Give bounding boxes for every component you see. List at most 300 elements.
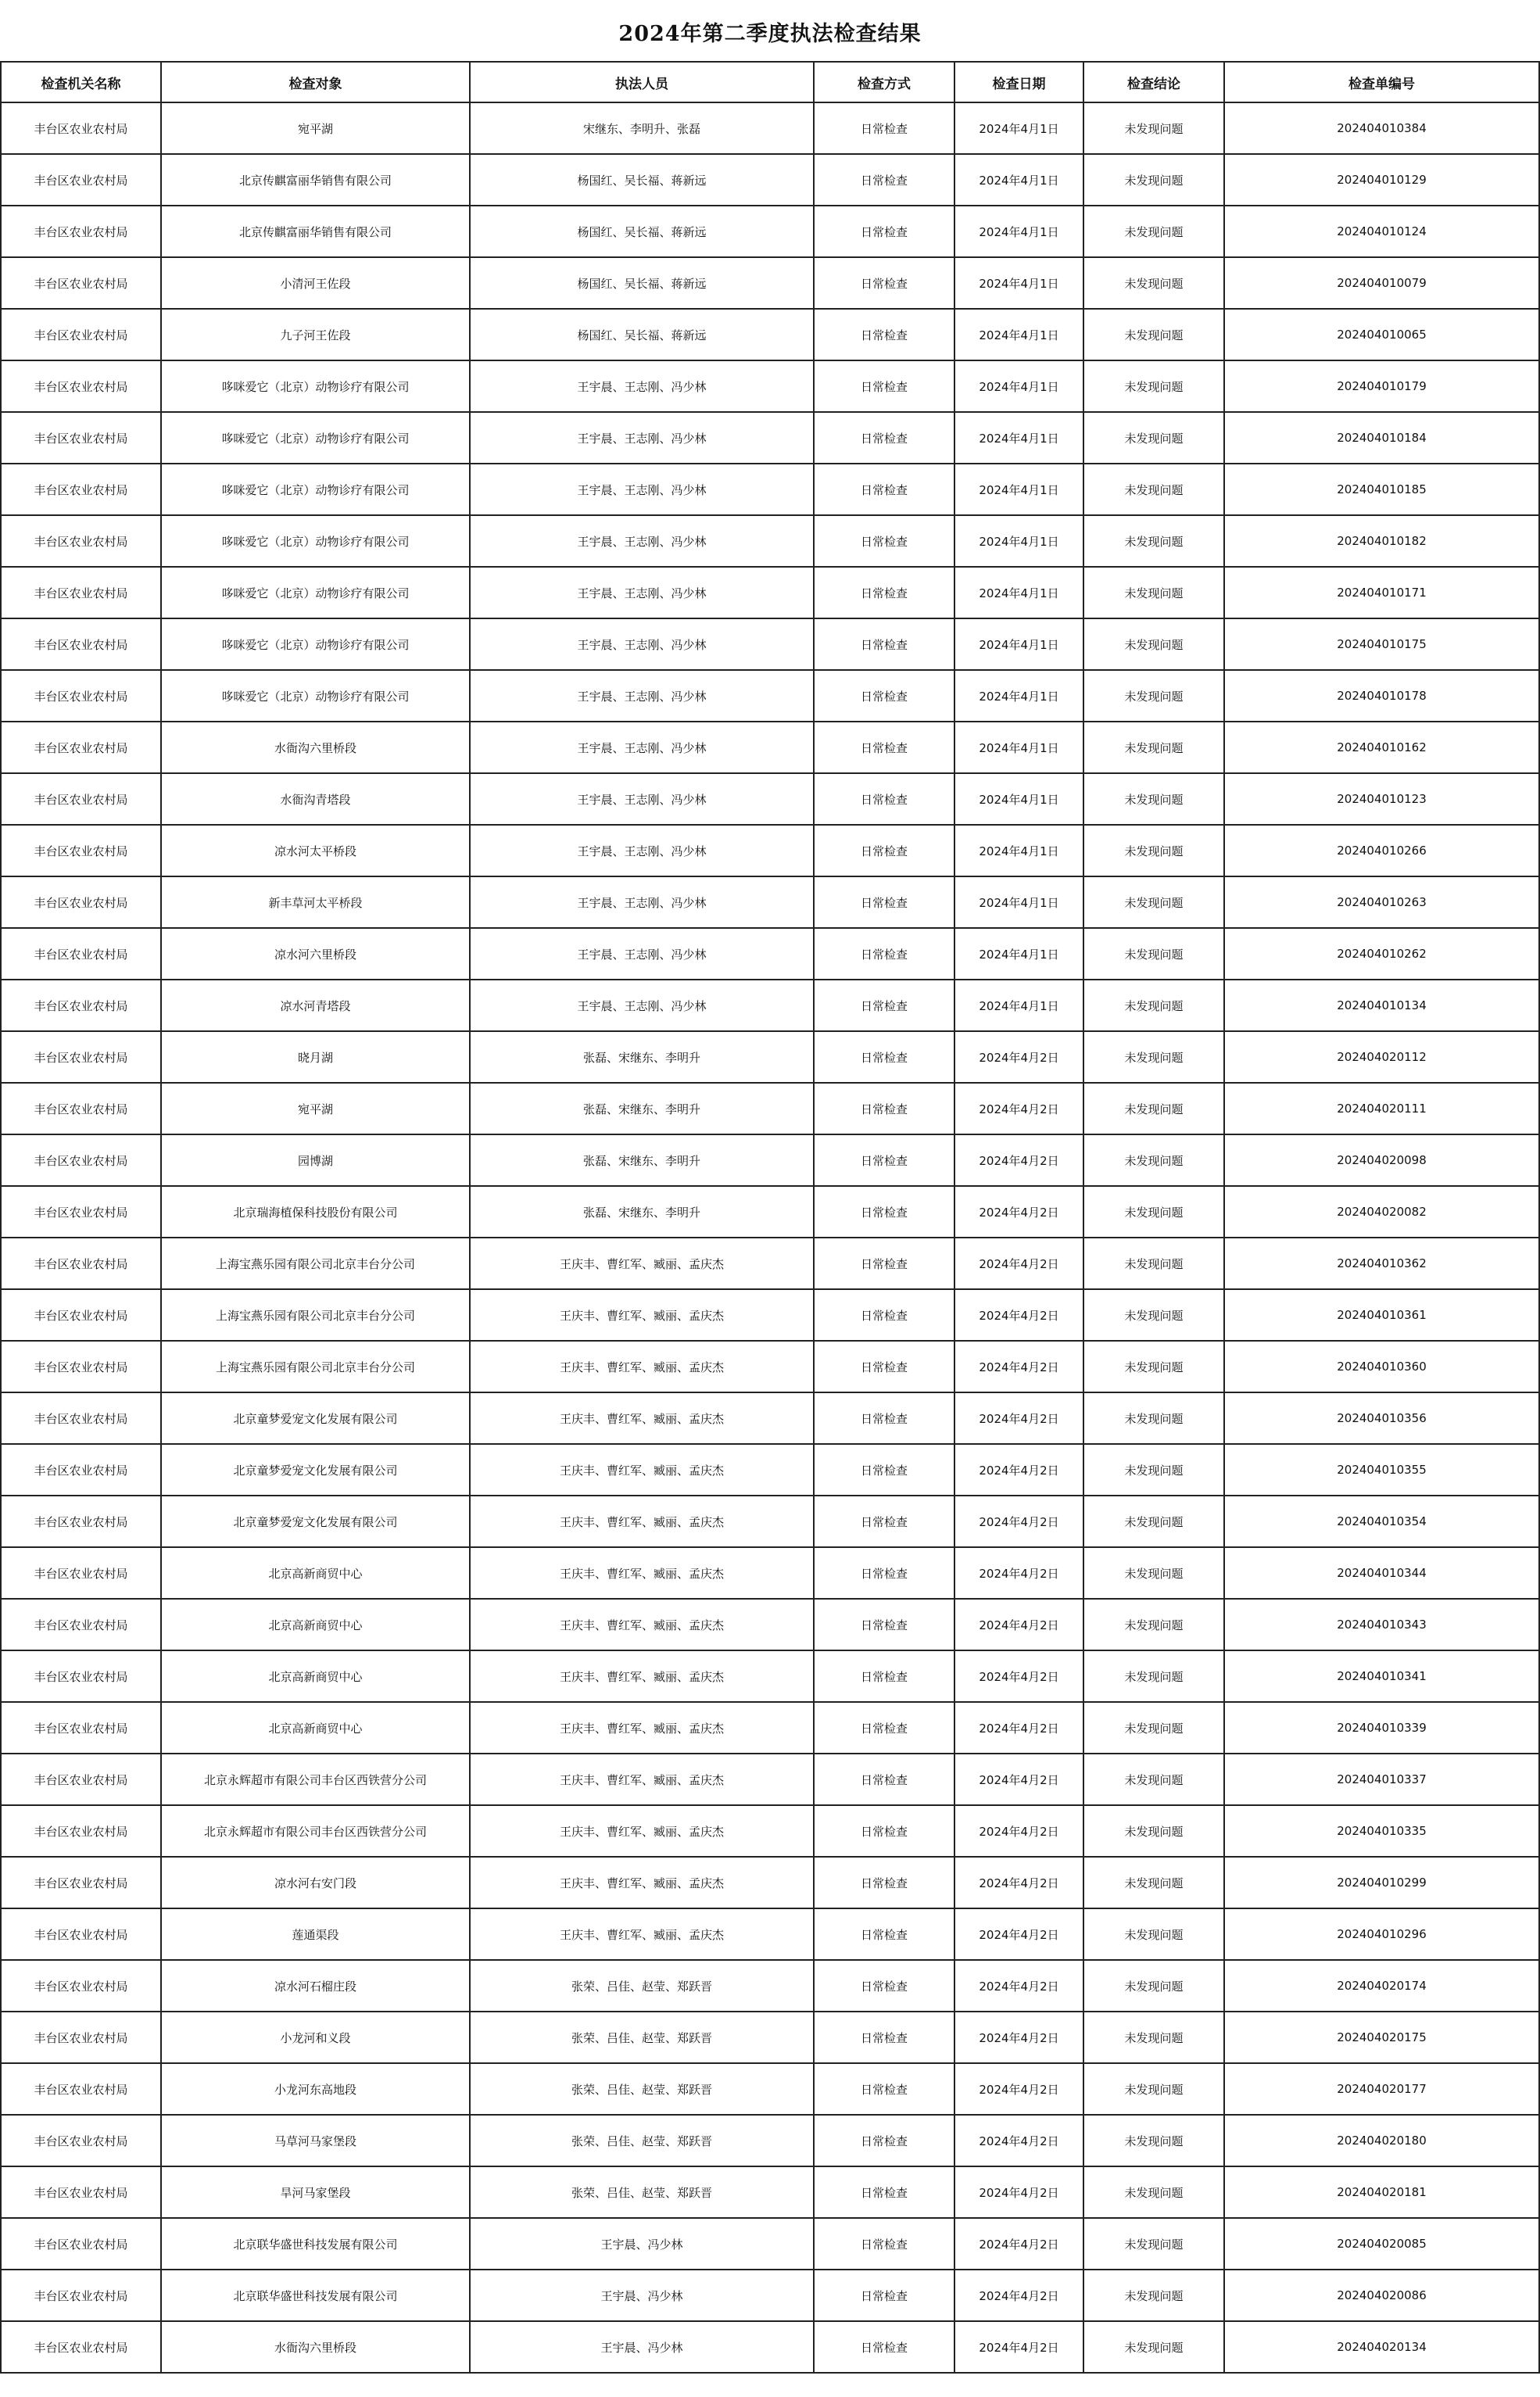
conclusion-cell: 未发现问题 bbox=[1083, 2012, 1224, 2063]
target-cell: 北京高新商贸中心 bbox=[161, 1599, 470, 1650]
date-cell: 2024年4月1日 bbox=[954, 102, 1083, 154]
method-cell: 日常检查 bbox=[814, 2012, 954, 2063]
form-number-cell: 202404020181 bbox=[1224, 2166, 1539, 2218]
conclusion-cell: 未发现问题 bbox=[1083, 1134, 1224, 1186]
agency-cell: 丰台区农业农村局 bbox=[1, 722, 161, 773]
table-row bbox=[1, 102, 1539, 154]
form-number-cell: 202404010162 bbox=[1224, 722, 1539, 773]
date-cell: 2024年4月2日 bbox=[954, 2166, 1083, 2218]
form-number-cell: 202404010361 bbox=[1224, 1289, 1539, 1341]
table-row bbox=[1, 1857, 1539, 1908]
table-row bbox=[1, 618, 1539, 670]
form-number-cell: 202404010065 bbox=[1224, 309, 1539, 360]
agency-cell: 丰台区农业农村局 bbox=[1, 1289, 161, 1341]
conclusion-cell: 未发现问题 bbox=[1083, 154, 1224, 206]
officers-cell: 张磊、宋继东、李明升 bbox=[470, 1134, 814, 1186]
target-cell: 宛平湖 bbox=[161, 1083, 470, 1134]
conclusion-cell: 未发现问题 bbox=[1083, 1186, 1224, 1238]
conclusion-cell: 未发现问题 bbox=[1083, 102, 1224, 154]
conclusion-cell: 未发现问题 bbox=[1083, 360, 1224, 412]
table-row bbox=[1, 2115, 1539, 2166]
conclusion-cell: 未发现问题 bbox=[1083, 206, 1224, 257]
table-row bbox=[1, 773, 1539, 825]
form-number-cell: 202404010343 bbox=[1224, 1599, 1539, 1650]
table-row bbox=[1, 1444, 1539, 1496]
officers-cell: 张荣、吕佳、赵莹、郑跃晋 bbox=[470, 1960, 814, 2012]
method-cell: 日常检查 bbox=[814, 618, 954, 670]
agency-cell: 丰台区农业农村局 bbox=[1, 102, 161, 154]
target-cell: 北京联华盛世科技发展有限公司 bbox=[161, 2218, 470, 2270]
agency-cell: 丰台区农业农村局 bbox=[1, 1186, 161, 1238]
form-number-cell: 202404010341 bbox=[1224, 1650, 1539, 1702]
target-cell: 水衙沟六里桥段 bbox=[161, 722, 470, 773]
agency-cell: 丰台区农业农村局 bbox=[1, 1805, 161, 1857]
agency-cell: 丰台区农业农村局 bbox=[1, 1341, 161, 1392]
date-cell: 2024年4月1日 bbox=[954, 515, 1083, 567]
form-number-cell: 202404010079 bbox=[1224, 257, 1539, 309]
target-cell: 哆咪爱它（北京）动物诊疗有限公司 bbox=[161, 464, 470, 515]
target-cell: 晓月湖 bbox=[161, 1031, 470, 1083]
method-cell: 日常检查 bbox=[814, 1960, 954, 2012]
target-cell: 上海宝燕乐园有限公司北京丰台分公司 bbox=[161, 1341, 470, 1392]
column-header-target: 检查对象 bbox=[161, 62, 470, 102]
date-cell: 2024年4月2日 bbox=[954, 1289, 1083, 1341]
method-cell: 日常检查 bbox=[814, 2063, 954, 2115]
method-cell: 日常检查 bbox=[814, 1599, 954, 1650]
target-cell: 新丰草河太平桥段 bbox=[161, 876, 470, 928]
form-number-cell: 202404020111 bbox=[1224, 1083, 1539, 1134]
officers-cell: 王宇晨、冯少林 bbox=[470, 2218, 814, 2270]
method-cell: 日常检查 bbox=[814, 2218, 954, 2270]
officers-cell: 王庆丰、曹红军、臧丽、孟庆杰 bbox=[470, 1599, 814, 1650]
date-cell: 2024年4月1日 bbox=[954, 206, 1083, 257]
officers-cell: 张荣、吕佳、赵莹、郑跃晋 bbox=[470, 2012, 814, 2063]
target-cell: 哆咪爱它（北京）动物诊疗有限公司 bbox=[161, 567, 470, 618]
date-cell: 2024年4月1日 bbox=[954, 928, 1083, 980]
officers-cell: 杨国红、吴长福、蒋新远 bbox=[470, 206, 814, 257]
form-number-cell: 202404020085 bbox=[1224, 2218, 1539, 2270]
method-cell: 日常检查 bbox=[814, 1392, 954, 1444]
agency-cell: 丰台区农业农村局 bbox=[1, 1134, 161, 1186]
officers-cell: 张磊、宋继东、李明升 bbox=[470, 1186, 814, 1238]
target-cell: 水衙沟六里桥段 bbox=[161, 2321, 470, 2373]
target-cell: 旱河马家堡段 bbox=[161, 2166, 470, 2218]
conclusion-cell: 未发现问题 bbox=[1083, 825, 1224, 876]
target-cell: 北京永辉超市有限公司丰台区西铁营分公司 bbox=[161, 1805, 470, 1857]
form-number-cell: 202404010355 bbox=[1224, 1444, 1539, 1496]
date-cell: 2024年4月2日 bbox=[954, 1805, 1083, 1857]
date-cell: 2024年4月1日 bbox=[954, 464, 1083, 515]
table-row bbox=[1, 1702, 1539, 1754]
form-number-cell: 202404010179 bbox=[1224, 360, 1539, 412]
date-cell: 2024年4月2日 bbox=[954, 1496, 1083, 1547]
method-cell: 日常检查 bbox=[814, 1857, 954, 1908]
table-row bbox=[1, 1960, 1539, 2012]
table-row bbox=[1, 2321, 1539, 2373]
agency-cell: 丰台区农业农村局 bbox=[1, 567, 161, 618]
method-cell: 日常检查 bbox=[814, 1134, 954, 1186]
date-cell: 2024年4月2日 bbox=[954, 1960, 1083, 2012]
officers-cell: 王庆丰、曹红军、臧丽、孟庆杰 bbox=[470, 1857, 814, 1908]
method-cell: 日常检查 bbox=[814, 980, 954, 1031]
method-cell: 日常检查 bbox=[814, 154, 954, 206]
officers-cell: 王庆丰、曹红军、臧丽、孟庆杰 bbox=[470, 1444, 814, 1496]
form-number-cell: 202404010123 bbox=[1224, 773, 1539, 825]
form-number-cell: 202404010362 bbox=[1224, 1238, 1539, 1289]
form-number-cell: 202404020134 bbox=[1224, 2321, 1539, 2373]
form-number-cell: 202404010124 bbox=[1224, 206, 1539, 257]
page-title: 2024年第二季度执法检查结果 bbox=[618, 21, 922, 46]
form-number-cell: 202404010337 bbox=[1224, 1754, 1539, 1805]
conclusion-cell: 未发现问题 bbox=[1083, 618, 1224, 670]
agency-cell: 丰台区农业农村局 bbox=[1, 980, 161, 1031]
officers-cell: 张荣、吕佳、赵莹、郑跃晋 bbox=[470, 2063, 814, 2115]
method-cell: 日常检查 bbox=[814, 2321, 954, 2373]
target-cell: 哆咪爱它（北京）动物诊疗有限公司 bbox=[161, 618, 470, 670]
method-cell: 日常检查 bbox=[814, 1496, 954, 1547]
table-body bbox=[1, 102, 1539, 2373]
target-cell: 北京童梦爱宠文化发展有限公司 bbox=[161, 1496, 470, 1547]
target-cell: 北京高新商贸中心 bbox=[161, 1702, 470, 1754]
date-cell: 2024年4月2日 bbox=[954, 1083, 1083, 1134]
officers-cell: 王庆丰、曹红军、臧丽、孟庆杰 bbox=[470, 1289, 814, 1341]
form-number-cell: 202404010178 bbox=[1224, 670, 1539, 722]
method-cell: 日常检查 bbox=[814, 722, 954, 773]
officers-cell: 宋继东、李明升、张磊 bbox=[470, 102, 814, 154]
agency-cell: 丰台区农业农村局 bbox=[1, 412, 161, 464]
target-cell: 北京童梦爱宠文化发展有限公司 bbox=[161, 1392, 470, 1444]
table-row bbox=[1, 1496, 1539, 1547]
agency-cell: 丰台区农业农村局 bbox=[1, 773, 161, 825]
inspection-results-table bbox=[0, 61, 1540, 2374]
table-row bbox=[1, 206, 1539, 257]
target-cell: 北京传麒富丽华销售有限公司 bbox=[161, 206, 470, 257]
target-cell: 九子河王佐段 bbox=[161, 309, 470, 360]
agency-cell: 丰台区农业农村局 bbox=[1, 154, 161, 206]
officers-cell: 王庆丰、曹红军、臧丽、孟庆杰 bbox=[470, 1496, 814, 1547]
method-cell: 日常检查 bbox=[814, 928, 954, 980]
method-cell: 日常检查 bbox=[814, 2166, 954, 2218]
agency-cell: 丰台区农业农村局 bbox=[1, 1547, 161, 1599]
target-cell: 莲通渠段 bbox=[161, 1908, 470, 1960]
agency-cell: 丰台区农业农村局 bbox=[1, 2218, 161, 2270]
column-header-agency: 检查机关名称 bbox=[1, 62, 161, 102]
agency-cell: 丰台区农业农村局 bbox=[1, 1650, 161, 1702]
conclusion-cell: 未发现问题 bbox=[1083, 2218, 1224, 2270]
form-number-cell: 202404010182 bbox=[1224, 515, 1539, 567]
table-row bbox=[1, 980, 1539, 1031]
table-row bbox=[1, 1805, 1539, 1857]
method-cell: 日常检查 bbox=[814, 1031, 954, 1083]
target-cell: 北京童梦爱宠文化发展有限公司 bbox=[161, 1444, 470, 1496]
date-cell: 2024年4月2日 bbox=[954, 1547, 1083, 1599]
target-cell: 小龙河东高地段 bbox=[161, 2063, 470, 2115]
date-cell: 2024年4月1日 bbox=[954, 773, 1083, 825]
method-cell: 日常检查 bbox=[814, 1650, 954, 1702]
form-number-cell: 202404020086 bbox=[1224, 2270, 1539, 2321]
table-row bbox=[1, 1599, 1539, 1650]
target-cell: 凉水河太平桥段 bbox=[161, 825, 470, 876]
date-cell: 2024年4月2日 bbox=[954, 1857, 1083, 1908]
conclusion-cell: 未发现问题 bbox=[1083, 1908, 1224, 1960]
officers-cell: 杨国红、吴长福、蒋新远 bbox=[470, 154, 814, 206]
conclusion-cell: 未发现问题 bbox=[1083, 1238, 1224, 1289]
table-row bbox=[1, 1289, 1539, 1341]
agency-cell: 丰台区农业农村局 bbox=[1, 1857, 161, 1908]
form-number-cell: 202404020177 bbox=[1224, 2063, 1539, 2115]
officers-cell: 张磊、宋继东、李明升 bbox=[470, 1083, 814, 1134]
date-cell: 2024年4月2日 bbox=[954, 2063, 1083, 2115]
method-cell: 日常检查 bbox=[814, 1186, 954, 1238]
conclusion-cell: 未发现问题 bbox=[1083, 1289, 1224, 1341]
conclusion-cell: 未发现问题 bbox=[1083, 515, 1224, 567]
form-number-cell: 202404020175 bbox=[1224, 2012, 1539, 2063]
column-header-form-number: 检查单编号 bbox=[1224, 62, 1539, 102]
agency-cell: 丰台区农业农村局 bbox=[1, 1754, 161, 1805]
form-number-cell: 202404010171 bbox=[1224, 567, 1539, 618]
table-row bbox=[1, 1134, 1539, 1186]
column-header-conclusion: 检查结论 bbox=[1083, 62, 1224, 102]
date-cell: 2024年4月1日 bbox=[954, 825, 1083, 876]
target-cell: 小清河王佐段 bbox=[161, 257, 470, 309]
form-number-cell: 202404020082 bbox=[1224, 1186, 1539, 1238]
officers-cell: 王宇晨、冯少林 bbox=[470, 2270, 814, 2321]
date-cell: 2024年4月2日 bbox=[954, 1444, 1083, 1496]
table-row bbox=[1, 515, 1539, 567]
conclusion-cell: 未发现问题 bbox=[1083, 2270, 1224, 2321]
conclusion-cell: 未发现问题 bbox=[1083, 1650, 1224, 1702]
officers-cell: 王宇晨、王志刚、冯少林 bbox=[470, 825, 814, 876]
conclusion-cell: 未发现问题 bbox=[1083, 309, 1224, 360]
date-cell: 2024年4月2日 bbox=[954, 2321, 1083, 2373]
table-row bbox=[1, 2270, 1539, 2321]
agency-cell: 丰台区农业农村局 bbox=[1, 2270, 161, 2321]
officers-cell: 王宇晨、王志刚、冯少林 bbox=[470, 670, 814, 722]
agency-cell: 丰台区农业农村局 bbox=[1, 360, 161, 412]
date-cell: 2024年4月1日 bbox=[954, 567, 1083, 618]
conclusion-cell: 未发现问题 bbox=[1083, 2321, 1224, 2373]
target-cell: 北京传麒富丽华销售有限公司 bbox=[161, 154, 470, 206]
table-row bbox=[1, 2012, 1539, 2063]
agency-cell: 丰台区农业农村局 bbox=[1, 2166, 161, 2218]
date-cell: 2024年4月1日 bbox=[954, 722, 1083, 773]
conclusion-cell: 未发现问题 bbox=[1083, 722, 1224, 773]
officers-cell: 王庆丰、曹红军、臧丽、孟庆杰 bbox=[470, 1805, 814, 1857]
agency-cell: 丰台区农业农村局 bbox=[1, 825, 161, 876]
method-cell: 日常检查 bbox=[814, 1238, 954, 1289]
target-cell: 凉水河六里桥段 bbox=[161, 928, 470, 980]
officers-cell: 王宇晨、王志刚、冯少林 bbox=[470, 928, 814, 980]
target-cell: 北京高新商贸中心 bbox=[161, 1650, 470, 1702]
table-row bbox=[1, 670, 1539, 722]
agency-cell: 丰台区农业农村局 bbox=[1, 1083, 161, 1134]
agency-cell: 丰台区农业农村局 bbox=[1, 1238, 161, 1289]
method-cell: 日常检查 bbox=[814, 1702, 954, 1754]
table-row bbox=[1, 1392, 1539, 1444]
officers-cell: 王宇晨、王志刚、冯少林 bbox=[470, 773, 814, 825]
officers-cell: 杨国红、吴长福、蒋新远 bbox=[470, 257, 814, 309]
table-row bbox=[1, 2166, 1539, 2218]
date-cell: 2024年4月1日 bbox=[954, 257, 1083, 309]
officers-cell: 王庆丰、曹红军、臧丽、孟庆杰 bbox=[470, 1754, 814, 1805]
table-row bbox=[1, 1238, 1539, 1289]
method-cell: 日常检查 bbox=[814, 1754, 954, 1805]
officers-cell: 张荣、吕佳、赵莹、郑跃晋 bbox=[470, 2115, 814, 2166]
date-cell: 2024年4月2日 bbox=[954, 2218, 1083, 2270]
agency-cell: 丰台区农业农村局 bbox=[1, 1702, 161, 1754]
method-cell: 日常检查 bbox=[814, 876, 954, 928]
date-cell: 2024年4月1日 bbox=[954, 618, 1083, 670]
form-number-cell: 202404010296 bbox=[1224, 1908, 1539, 1960]
method-cell: 日常检查 bbox=[814, 257, 954, 309]
officers-cell: 王庆丰、曹红军、臧丽、孟庆杰 bbox=[470, 1547, 814, 1599]
form-number-cell: 202404010134 bbox=[1224, 980, 1539, 1031]
agency-cell: 丰台区农业农村局 bbox=[1, 2012, 161, 2063]
form-number-cell: 202404010335 bbox=[1224, 1805, 1539, 1857]
table-row bbox=[1, 1186, 1539, 1238]
officers-cell: 王宇晨、冯少林 bbox=[470, 2321, 814, 2373]
form-number-cell: 202404010384 bbox=[1224, 102, 1539, 154]
method-cell: 日常检查 bbox=[814, 2115, 954, 2166]
conclusion-cell: 未发现问题 bbox=[1083, 1599, 1224, 1650]
officers-cell: 王宇晨、王志刚、冯少林 bbox=[470, 567, 814, 618]
agency-cell: 丰台区农业农村局 bbox=[1, 928, 161, 980]
officers-cell: 王庆丰、曹红军、臧丽、孟庆杰 bbox=[470, 1702, 814, 1754]
form-number-cell: 202404010354 bbox=[1224, 1496, 1539, 1547]
agency-cell: 丰台区农业农村局 bbox=[1, 1960, 161, 2012]
target-cell: 水衙沟青塔段 bbox=[161, 773, 470, 825]
form-number-cell: 202404010184 bbox=[1224, 412, 1539, 464]
officers-cell: 王庆丰、曹红军、臧丽、孟庆杰 bbox=[470, 1238, 814, 1289]
table-row bbox=[1, 309, 1539, 360]
date-cell: 2024年4月2日 bbox=[954, 2270, 1083, 2321]
officers-cell: 王宇晨、王志刚、冯少林 bbox=[470, 722, 814, 773]
conclusion-cell: 未发现问题 bbox=[1083, 1444, 1224, 1496]
form-number-cell: 202404020180 bbox=[1224, 2115, 1539, 2166]
conclusion-cell: 未发现问题 bbox=[1083, 1702, 1224, 1754]
conclusion-cell: 未发现问题 bbox=[1083, 1960, 1224, 2012]
officers-cell: 王庆丰、曹红军、臧丽、孟庆杰 bbox=[470, 1341, 814, 1392]
conclusion-cell: 未发现问题 bbox=[1083, 257, 1224, 309]
date-cell: 2024年4月2日 bbox=[954, 1599, 1083, 1650]
agency-cell: 丰台区农业农村局 bbox=[1, 876, 161, 928]
table-row bbox=[1, 2063, 1539, 2115]
date-cell: 2024年4月1日 bbox=[954, 154, 1083, 206]
target-cell: 宛平湖 bbox=[161, 102, 470, 154]
table-row bbox=[1, 1908, 1539, 1960]
target-cell: 北京瑞海植保科技股份有限公司 bbox=[161, 1186, 470, 1238]
agency-cell: 丰台区农业农村局 bbox=[1, 1599, 161, 1650]
agency-cell: 丰台区农业农村局 bbox=[1, 1392, 161, 1444]
conclusion-cell: 未发现问题 bbox=[1083, 1857, 1224, 1908]
date-cell: 2024年4月1日 bbox=[954, 876, 1083, 928]
agency-cell: 丰台区农业农村局 bbox=[1, 464, 161, 515]
agency-cell: 丰台区农业农村局 bbox=[1, 2115, 161, 2166]
agency-cell: 丰台区农业农村局 bbox=[1, 1496, 161, 1547]
table-row bbox=[1, 1547, 1539, 1599]
target-cell: 凉水河右安门段 bbox=[161, 1857, 470, 1908]
conclusion-cell: 未发现问题 bbox=[1083, 2166, 1224, 2218]
column-header-date: 检查日期 bbox=[954, 62, 1083, 102]
agency-cell: 丰台区农业农村局 bbox=[1, 206, 161, 257]
agency-cell: 丰台区农业农村局 bbox=[1, 670, 161, 722]
form-number-cell: 202404010344 bbox=[1224, 1547, 1539, 1599]
method-cell: 日常检查 bbox=[814, 567, 954, 618]
target-cell: 北京高新商贸中心 bbox=[161, 1547, 470, 1599]
officers-cell: 王宇晨、王志刚、冯少林 bbox=[470, 618, 814, 670]
table-row bbox=[1, 567, 1539, 618]
date-cell: 2024年4月1日 bbox=[954, 980, 1083, 1031]
officers-cell: 王宇晨、王志刚、冯少林 bbox=[470, 515, 814, 567]
target-cell: 上海宝燕乐园有限公司北京丰台分公司 bbox=[161, 1238, 470, 1289]
officers-cell: 王宇晨、王志刚、冯少林 bbox=[470, 360, 814, 412]
officers-cell: 王庆丰、曹红军、臧丽、孟庆杰 bbox=[470, 1650, 814, 1702]
conclusion-cell: 未发现问题 bbox=[1083, 464, 1224, 515]
method-cell: 日常检查 bbox=[814, 670, 954, 722]
officers-cell: 王庆丰、曹红军、臧丽、孟庆杰 bbox=[470, 1908, 814, 1960]
date-cell: 2024年4月2日 bbox=[954, 2115, 1083, 2166]
conclusion-cell: 未发现问题 bbox=[1083, 980, 1224, 1031]
date-cell: 2024年4月2日 bbox=[954, 1238, 1083, 1289]
conclusion-cell: 未发现问题 bbox=[1083, 1083, 1224, 1134]
column-header-method: 检查方式 bbox=[814, 62, 954, 102]
method-cell: 日常检查 bbox=[814, 2270, 954, 2321]
agency-cell: 丰台区农业农村局 bbox=[1, 1444, 161, 1496]
table-row bbox=[1, 1083, 1539, 1134]
form-number-cell: 202404010175 bbox=[1224, 618, 1539, 670]
table-row bbox=[1, 154, 1539, 206]
date-cell: 2024年4月2日 bbox=[954, 1186, 1083, 1238]
target-cell: 北京联华盛世科技发展有限公司 bbox=[161, 2270, 470, 2321]
date-cell: 2024年4月1日 bbox=[954, 309, 1083, 360]
method-cell: 日常检查 bbox=[814, 1289, 954, 1341]
table-row bbox=[1, 722, 1539, 773]
date-cell: 2024年4月2日 bbox=[954, 1341, 1083, 1392]
date-cell: 2024年4月2日 bbox=[954, 2012, 1083, 2063]
method-cell: 日常检查 bbox=[814, 412, 954, 464]
table-row bbox=[1, 257, 1539, 309]
date-cell: 2024年4月2日 bbox=[954, 1031, 1083, 1083]
conclusion-cell: 未发现问题 bbox=[1083, 567, 1224, 618]
agency-cell: 丰台区农业农村局 bbox=[1, 257, 161, 309]
column-header-officers: 执法人员 bbox=[470, 62, 814, 102]
table-row bbox=[1, 2218, 1539, 2270]
target-cell: 凉水河青塔段 bbox=[161, 980, 470, 1031]
officers-cell: 王宇晨、王志刚、冯少林 bbox=[470, 464, 814, 515]
date-cell: 2024年4月2日 bbox=[954, 1754, 1083, 1805]
table-header-row bbox=[1, 62, 1539, 102]
target-cell: 小龙河和义段 bbox=[161, 2012, 470, 2063]
table-row bbox=[1, 928, 1539, 980]
officers-cell: 王宇晨、王志刚、冯少林 bbox=[470, 980, 814, 1031]
officers-cell: 王宇晨、王志刚、冯少林 bbox=[470, 412, 814, 464]
form-number-cell: 202404010262 bbox=[1224, 928, 1539, 980]
form-number-cell: 202404010263 bbox=[1224, 876, 1539, 928]
officers-cell: 王庆丰、曹红军、臧丽、孟庆杰 bbox=[470, 1392, 814, 1444]
method-cell: 日常检查 bbox=[814, 1547, 954, 1599]
date-cell: 2024年4月1日 bbox=[954, 360, 1083, 412]
conclusion-cell: 未发现问题 bbox=[1083, 928, 1224, 980]
conclusion-cell: 未发现问题 bbox=[1083, 1754, 1224, 1805]
conclusion-cell: 未发现问题 bbox=[1083, 2115, 1224, 2166]
method-cell: 日常检查 bbox=[814, 773, 954, 825]
method-cell: 日常检查 bbox=[814, 102, 954, 154]
form-number-cell: 202404010360 bbox=[1224, 1341, 1539, 1392]
agency-cell: 丰台区农业农村局 bbox=[1, 618, 161, 670]
officers-cell: 杨国红、吴长福、蒋新远 bbox=[470, 309, 814, 360]
table-row bbox=[1, 825, 1539, 876]
date-cell: 2024年4月2日 bbox=[954, 1134, 1083, 1186]
